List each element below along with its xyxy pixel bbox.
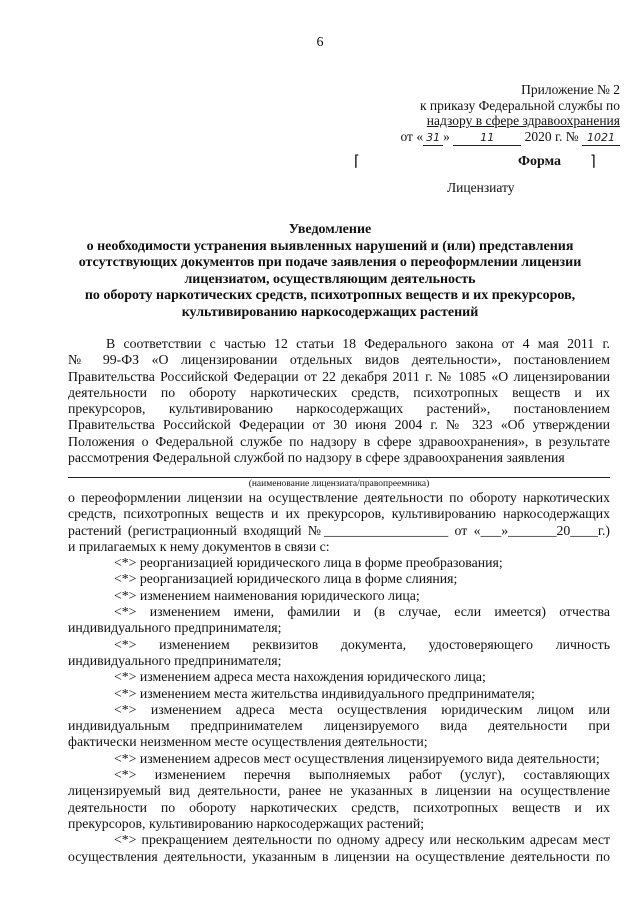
title-line: отсутствующих документов при подаче заявления о переоформлении лицензии: [78, 255, 582, 270]
text-line: Правительства Российской Федерации от 22 декабря 2011 г. № 1085 «О лицензировании: [68, 368, 610, 384]
list-item-continuation: лицензируемый вид деятельности, ранее не указанных в лицензии на осуществление: [68, 783, 610, 799]
title-line: Уведомление: [288, 222, 372, 237]
text-line: деятельности по обороту наркотических средств, психотропных веществ и их: [68, 384, 610, 400]
list-item: <*> изменением места жительства индивидуального предпринимателя;: [114, 685, 535, 701]
text-line: № 99-ФЗ «О лицензировании отдельных видов деятельности», постановлением: [68, 352, 610, 368]
text-line: средств, психотропных веществ и их прекурсоров, культивированию наркосодержащих: [68, 506, 610, 522]
list-item: <*> изменением наименования юридического лица;: [114, 587, 420, 603]
list-item: <*> прекращением деятельности по одному адресу или нескольким адресам мест: [114, 832, 610, 848]
licensee-name-field: [68, 463, 610, 478]
appendix-order-ref: к приказу Федеральной службы по: [419, 97, 620, 113]
list-item-continuation: индивидуального предпринимателя;: [68, 652, 282, 668]
date-year: 2020 г. №: [524, 128, 579, 144]
date-mid: »: [443, 128, 450, 144]
appendix-agency: [380, 113, 620, 129]
text-line: В соответствии с частью 12 статьи 18 Федерального закона от 4 мая 2011 г.: [106, 336, 610, 351]
date-month-handwritten: 11: [453, 130, 521, 147]
list-item-continuation: осуществления деятельности, указанным в лицензии на осуществление деятельности по: [68, 848, 610, 864]
page-number: 6: [316, 35, 324, 50]
form-row: [354, 150, 604, 172]
paragraph-intro: [68, 336, 610, 466]
appendix-date-line: [380, 129, 620, 147]
list-item-continuation: прекурсоров, культивированию наркосодержащих растений;: [68, 815, 425, 831]
list-item: <*> изменением адреса места нахождения юридического лица;: [114, 669, 486, 685]
list-item: <*> реорганизацией юридического лица в форме преобразования;: [114, 555, 503, 571]
list-item: <*> изменением реквизитов документа, удостоверяющего личность: [114, 636, 610, 652]
list-item: <*> изменением адреса места осуществления юридическим лицом или: [114, 701, 610, 717]
appendix-agency-text: надзору в сфере здравоохранения: [426, 113, 620, 128]
title-line: по обороту наркотических средств, психотропных веществ и их прекурсоров,: [84, 288, 576, 303]
list-item-continuation: индивидуальным предпринимателем лицензируемого вида деятельности при: [68, 718, 610, 734]
text-line: рассмотрения Федеральной службой по надзору в сфере здравоохранения заявления: [68, 450, 565, 466]
appendix-header: [380, 82, 620, 146]
date-prefix: от «: [400, 128, 424, 144]
paragraph-main: [68, 490, 610, 865]
list-item-continuation: деятельности по обороту наркотических средств, психотропных веществ и их: [68, 799, 610, 815]
order-number-handwritten: 1021: [582, 130, 620, 147]
list-item: <*> реорганизацией юридического лица в форме слияния;: [114, 571, 458, 587]
text-line: и прилагаемых к нему документов в связи с:: [68, 538, 330, 554]
title-line: лицензиатом, осуществляющим деятельность: [184, 271, 476, 287]
bracket-right-icon: ⌉: [590, 152, 596, 170]
title-line: о необходимости устранения выявленных нарушений и (или) представления: [86, 238, 574, 254]
title-line: культивированию наркосодержащих растений: [181, 304, 479, 320]
list-item-continuation: индивидуального предпринимателя;: [68, 620, 282, 636]
bracket-left-icon: ⌈: [354, 152, 360, 170]
date-day-handwritten: 31: [423, 130, 443, 147]
list-item: <*> изменением имени, фамилии и (в случае, если имеется) отчества: [114, 604, 610, 620]
licensee-label: Лицензиату: [447, 180, 515, 195]
list-item: <*> изменением перечня выполняемых работ (услуг), составляющих: [114, 767, 610, 783]
text-line: о переоформлении лицензии на осуществление деятельности по обороту наркотических: [68, 490, 610, 505]
text-line: Положения о Федеральной службе по надзору в сфере здравоохранения», в результате: [68, 433, 610, 449]
form-label: Форма: [518, 154, 562, 169]
text-line: Правительства Российской Федерации от 30 июня 2004 г. № 323 «Об утверждении: [68, 417, 610, 433]
list-item: <*> изменением адресов мест осуществления лицензируемого вида деятельности;: [114, 750, 600, 766]
list-item-continuation: фактически неизменном месте осуществления деятельности;: [68, 734, 428, 750]
document-title: [60, 222, 600, 321]
licensee-name-caption: (наименование лицензиата/правопреемника): [248, 479, 430, 489]
text-line: прекурсоров, культивированию наркосодержащих растений», постановлением: [68, 401, 610, 417]
text-line: растений (регистрационный входящий №__________________ от «___»_______20____г.): [68, 522, 610, 538]
appendix-title: Приложение № 2: [521, 82, 620, 97]
